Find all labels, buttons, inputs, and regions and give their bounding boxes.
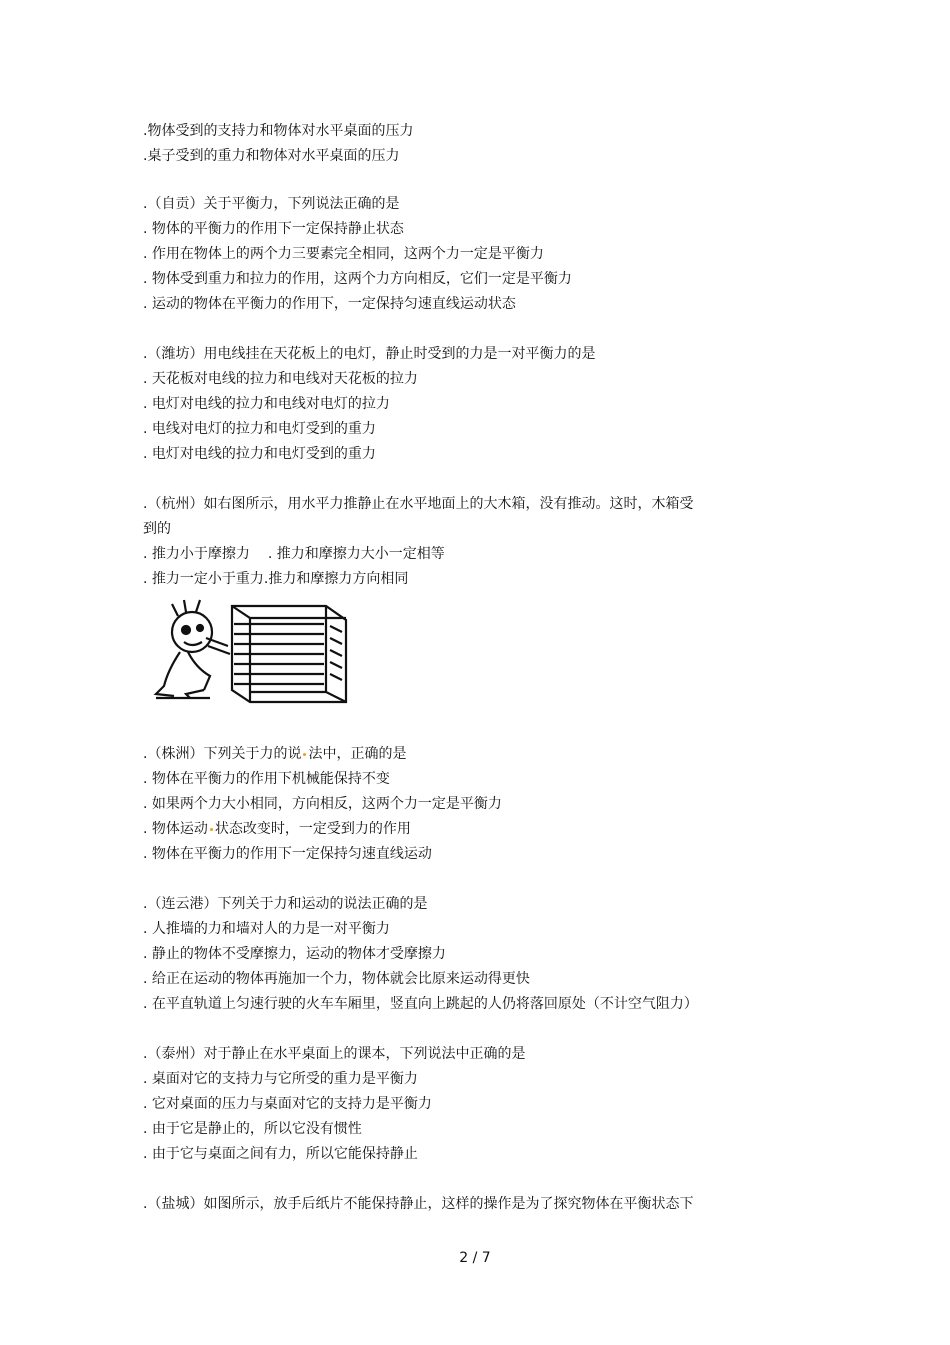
option-c: . 物体受到重力和拉力的作用，这两个力方向相反，它们一定是平衡力 (143, 271, 572, 287)
marker-dot (303, 753, 306, 756)
option-b: . 静止的物体不受摩擦力，运动的物体才受摩擦力 (143, 946, 446, 962)
option-b: . 推力和摩擦力大小一定相等 (267, 546, 445, 562)
page-number: 2 / 7 (459, 1250, 491, 1266)
option-d: . 电灯对电线的拉力和电灯受到的重力 (143, 446, 376, 462)
option-a: . 物体的平衡力的作用下一定保持静止状态 (143, 221, 404, 237)
option-a: . 人推墙的力和墙对人的力是一对平衡力 (143, 921, 390, 937)
option-b: . 电灯对电线的拉力和电线对电灯的拉力 (143, 396, 390, 412)
option-d: . 在平直轨道上匀速行驶的火车车厢里，竖直向上跳起的人仍将落回原处（不计空气阻力） (143, 996, 698, 1012)
option-c: . 电线对电灯的拉力和电灯受到的重力 (143, 421, 376, 437)
option-d: .推力和摩擦力方向相同 (263, 571, 409, 587)
question-stem-hangzhou: .（杭州）如右图所示，用水平力推静止在水平地面上的大木箱，没有推动。这时，木箱受 (143, 496, 694, 512)
option-a: . 天花板对电线的拉力和电线对天花板的拉力 (143, 371, 418, 387)
option-a: . 物体在平衡力的作用下机械能保持不变 (143, 771, 390, 787)
option-b: . 作用在物体上的两个力三要素完全相同，这两个力一定是平衡力 (143, 246, 544, 262)
marker-dot (210, 828, 213, 831)
question-stem-weifang: .（潍坊）用电线挂在天花板上的电灯，静止时受到的力是一对平衡力的是 (143, 346, 596, 362)
option-line: .桌子受到的重力和物体对水平桌面的压力 (143, 148, 400, 164)
option-c: . 给正在运动的物体再施加一个力，物体就会比原来运动得更快 (143, 971, 530, 987)
question-stem-hangzhou-cont: 到的 (143, 521, 171, 537)
option-d: . 物体在平衡力的作用下一定保持匀速直线运动 (143, 846, 432, 862)
option-line: .物体受到的支持力和物体对水平桌面的压力 (143, 123, 414, 139)
option-d: . 由于它与桌面之间有力，所以它能保持静止 (143, 1146, 418, 1162)
option-b: . 如果两个力大小相同，方向相反，这两个力一定是平衡力 (143, 796, 502, 812)
option-c: . 由于它是静止的，所以它没有惯性 (143, 1121, 362, 1137)
option-d: . 运动的物体在平衡力的作用下，一定保持匀速直线运动状态 (143, 296, 516, 312)
option-c: . 物体运动 状态改变时，一定受到力的作用 (143, 821, 411, 837)
question-stem-taizhou: .（泰州）对于静止在水平桌面上的课本，下列说法中正确的是 (143, 1046, 526, 1062)
question-stem-zigong: .（自贡）关于平衡力，下列说法正确的是 (143, 196, 400, 212)
option-c: . 推力一定小于重力 (143, 571, 264, 587)
question-stem-zhuzhou: .（株洲）下列关于力的说 法中，正确的是 (143, 746, 407, 762)
option-a: . 桌面对它的支持力与它所受的重力是平衡力 (143, 1071, 418, 1087)
question-stem-lianyungang: .（连云港）下列关于力和运动的说法正确的是 (143, 896, 428, 912)
question-stem-yancheng: .（盐城）如图所示，放手后纸片不能保持静止，这样的操作是为了探究物体在平衡状态下 (143, 1196, 694, 1212)
option-row (143, 545, 445, 563)
option-a: . 推力小于摩擦力 (143, 546, 250, 562)
option-b: . 它对桌面的压力与桌面对它的支持力是平衡力 (143, 1096, 432, 1112)
pushing-crate-figure (150, 598, 350, 706)
option-row (143, 570, 408, 588)
